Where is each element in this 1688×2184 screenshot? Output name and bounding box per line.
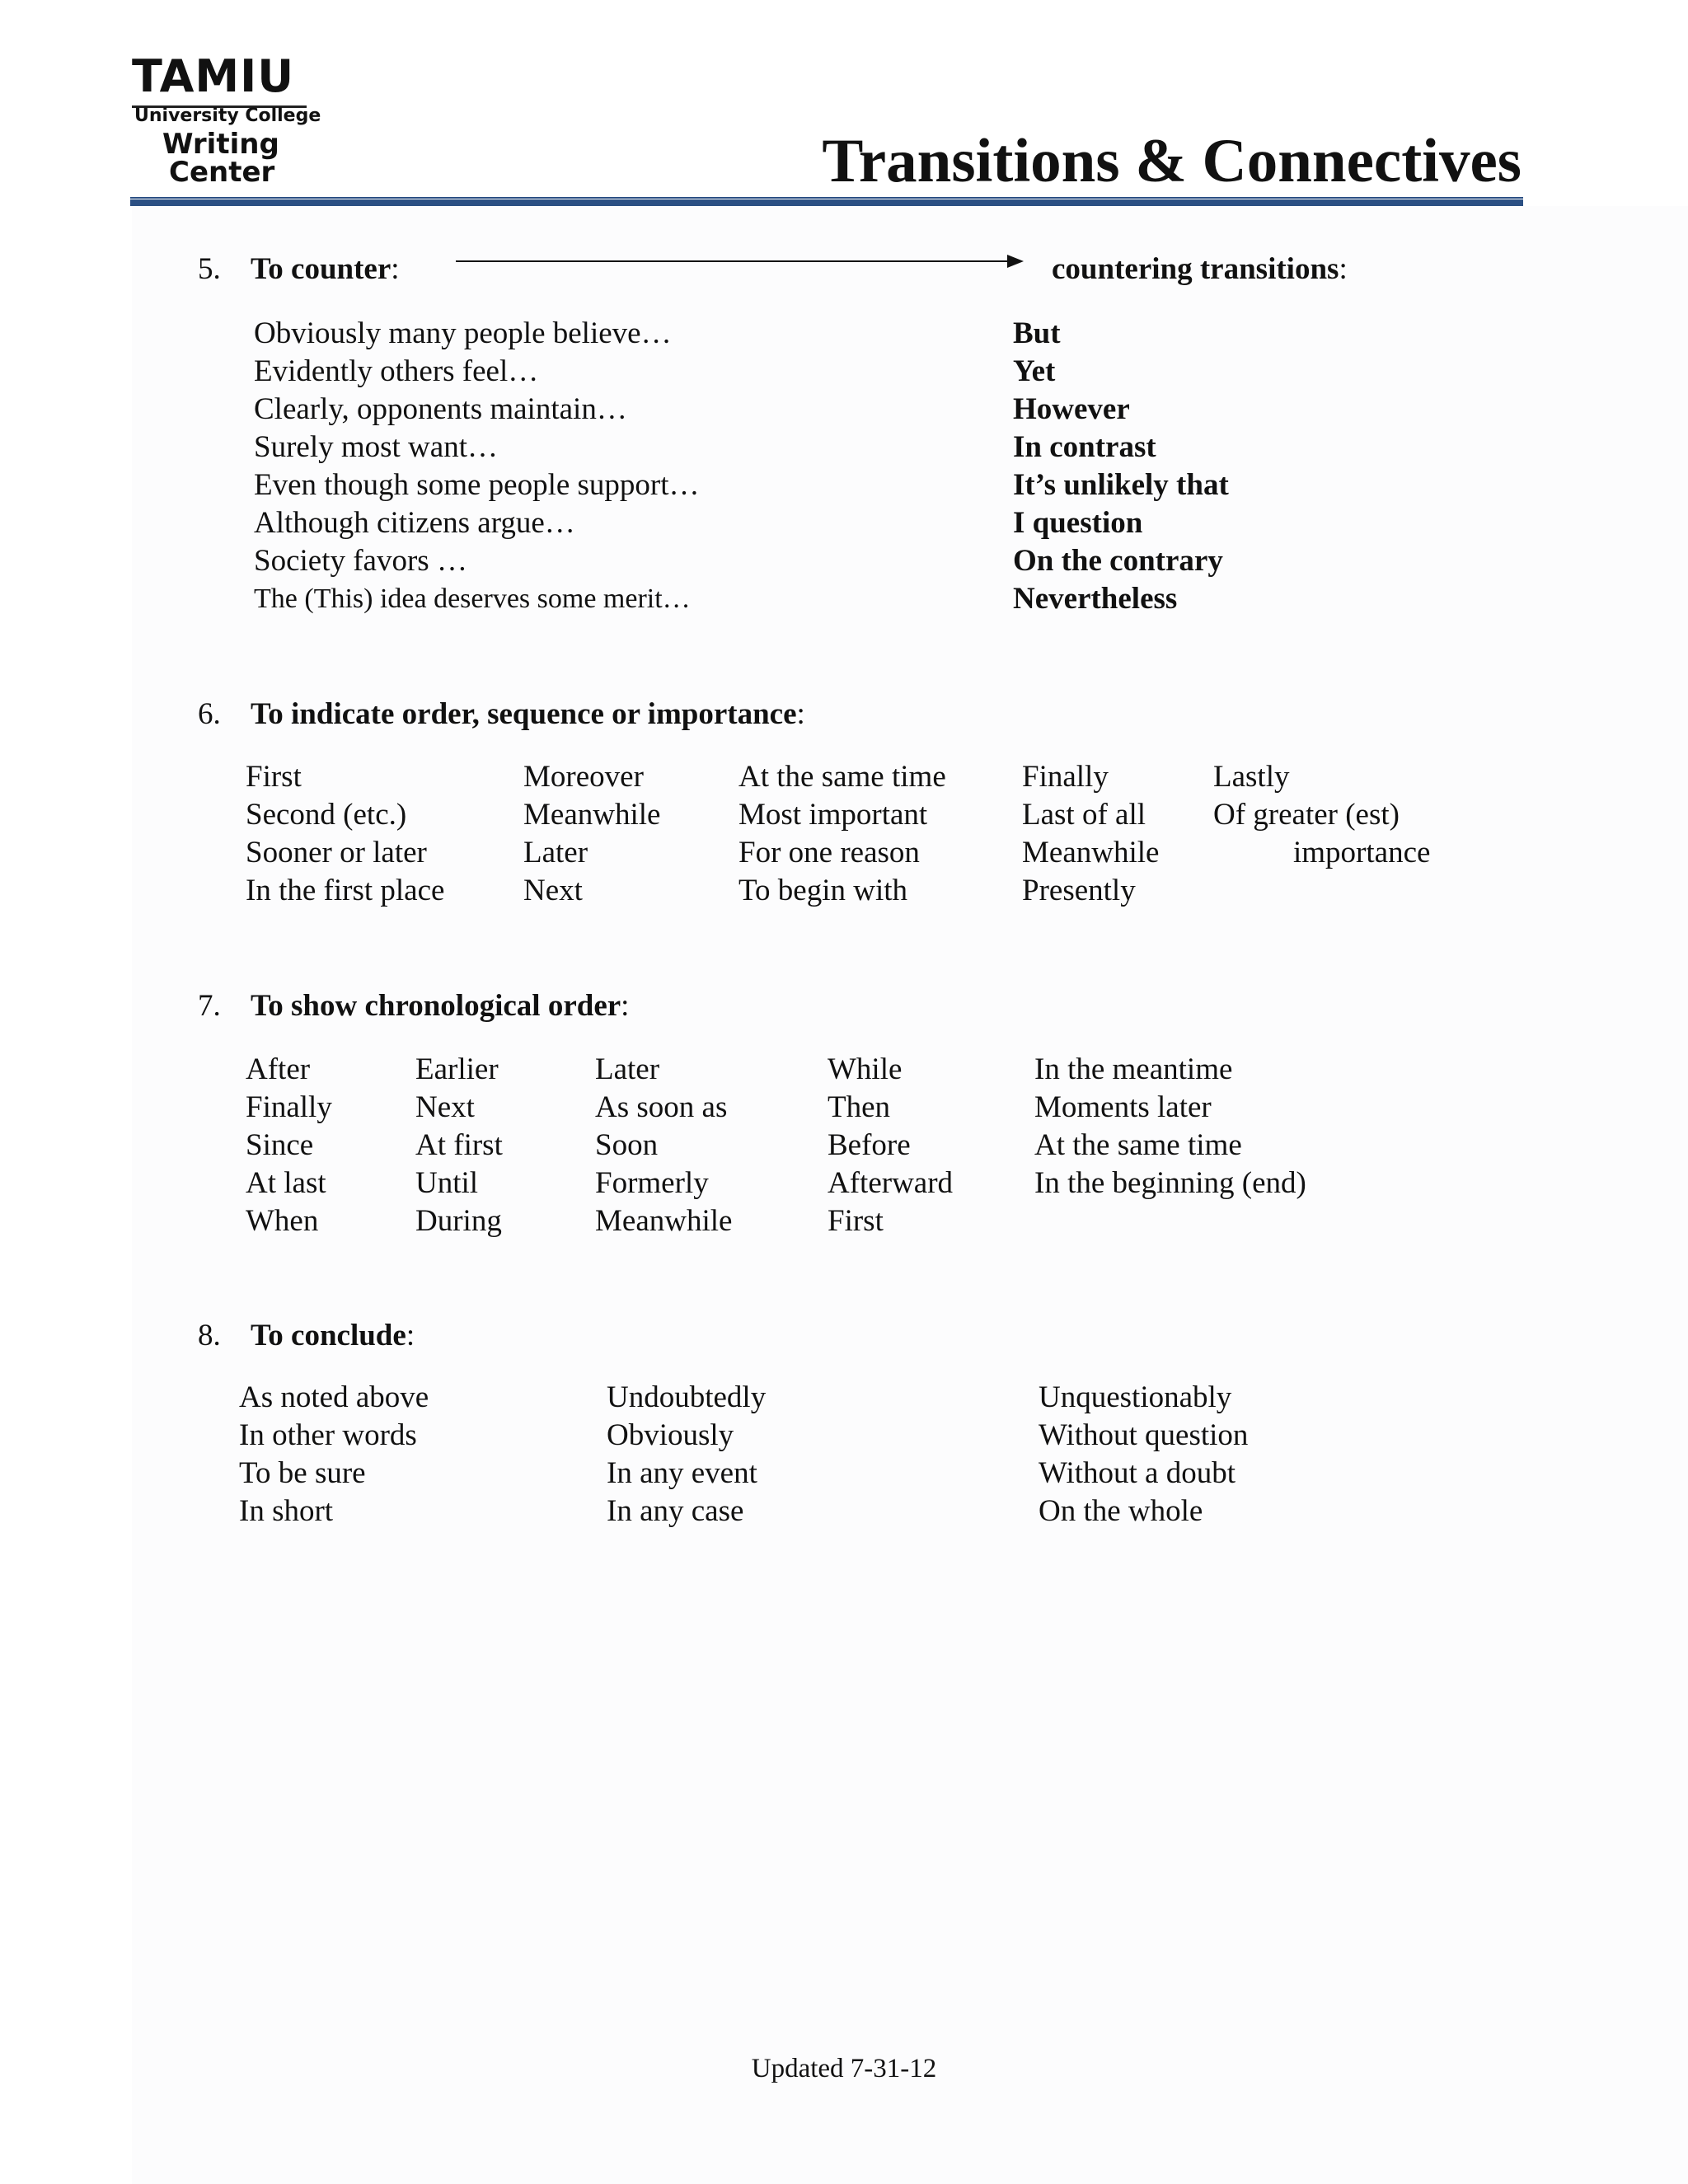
list-item: Although citizens argue… bbox=[254, 506, 575, 540]
logo-line-writing: Writing bbox=[162, 128, 279, 161]
section-heading-text: To counter bbox=[251, 252, 392, 286]
list-item: In the first place bbox=[246, 874, 445, 907]
list-item: The (This) idea deserves some merit… bbox=[254, 583, 691, 614]
order-column-5 bbox=[1213, 758, 1430, 872]
section-heading-text: To indicate order, sequence or importance bbox=[251, 697, 797, 731]
list-item: Undoubtedly bbox=[607, 1380, 767, 1414]
list-item: Soon bbox=[595, 1128, 659, 1162]
order-column-1 bbox=[246, 758, 444, 910]
list-item: In the beginning (end) bbox=[1034, 1166, 1306, 1200]
list-item: Later bbox=[595, 1052, 660, 1086]
chrono-column-2 bbox=[415, 1051, 503, 1240]
list-item: Presently bbox=[1022, 874, 1136, 907]
list-item: Meanwhile bbox=[595, 1204, 733, 1238]
list-item: At the same time bbox=[1034, 1128, 1242, 1162]
logo-line-center: Center bbox=[169, 156, 275, 189]
conclude-column-2 bbox=[607, 1379, 766, 1530]
list-item: Finally bbox=[1022, 760, 1109, 794]
section-heading: To conclude: bbox=[251, 1319, 415, 1352]
list-item: Afterward bbox=[828, 1166, 954, 1200]
list-item: In other words bbox=[239, 1418, 417, 1452]
list-item: On the whole bbox=[1039, 1494, 1203, 1528]
list-item: Without question bbox=[1039, 1418, 1249, 1452]
counter-phrases-column bbox=[254, 315, 700, 618]
list-item: Last of all bbox=[1022, 798, 1146, 832]
arrow-line bbox=[456, 260, 1010, 262]
title-divider bbox=[130, 199, 1523, 206]
list-item: As soon as bbox=[595, 1090, 728, 1124]
list-item: Of greater (est) bbox=[1213, 798, 1400, 832]
list-item: Until bbox=[415, 1166, 479, 1200]
list-item: Unquestionably bbox=[1039, 1380, 1232, 1414]
list-item: However bbox=[1013, 392, 1130, 426]
chrono-column-1 bbox=[246, 1051, 332, 1240]
section-number: 6. bbox=[198, 697, 221, 731]
arrow-right-icon bbox=[1007, 255, 1024, 268]
list-item: Obviously bbox=[607, 1418, 734, 1452]
list-item: It’s unlikely that bbox=[1013, 468, 1229, 502]
list-item: Evidently others feel… bbox=[254, 354, 539, 388]
list-item: Moreover bbox=[523, 760, 644, 794]
section-heading-text: To show chronological order bbox=[251, 989, 621, 1023]
section-heading: To indicate order, sequence or importance: bbox=[251, 697, 805, 731]
list-item: While bbox=[828, 1052, 903, 1086]
list-item: Next bbox=[415, 1090, 475, 1124]
list-item: Before bbox=[828, 1128, 911, 1162]
list-item: For one reason bbox=[738, 836, 920, 869]
section-heading: To show chronological order: bbox=[251, 989, 630, 1023]
order-column-3 bbox=[738, 758, 946, 910]
list-item: Meanwhile bbox=[523, 798, 661, 832]
list-item: Society favors … bbox=[254, 544, 467, 578]
list-item: When bbox=[246, 1204, 319, 1238]
list-item: In any event bbox=[607, 1456, 757, 1490]
list-item: At last bbox=[246, 1166, 326, 1200]
section-number: 5. bbox=[198, 252, 221, 286]
countering-transitions-column bbox=[1013, 315, 1229, 618]
order-column-4 bbox=[1022, 758, 1159, 910]
list-item: Yet bbox=[1013, 354, 1056, 388]
section-heading-text: To conclude bbox=[251, 1319, 406, 1352]
list-item: Earlier bbox=[415, 1052, 499, 1086]
logo-subtitle: University College bbox=[134, 105, 321, 126]
list-item: At first bbox=[415, 1128, 503, 1162]
list-item: Next bbox=[523, 874, 583, 907]
list-item: First bbox=[828, 1204, 884, 1238]
list-item: In the meantime bbox=[1034, 1052, 1233, 1086]
chrono-column-4 bbox=[828, 1051, 953, 1240]
section-heading-right-text: countering transitions bbox=[1052, 252, 1339, 286]
list-item: To be sure bbox=[239, 1456, 366, 1490]
list-item: Sooner or later bbox=[246, 836, 427, 869]
list-item: Later bbox=[523, 836, 588, 869]
list-item: Even though some people support… bbox=[254, 468, 700, 502]
conclude-column-1 bbox=[239, 1379, 429, 1530]
list-item: importance bbox=[1293, 836, 1431, 869]
section-heading-right: countering transitions: bbox=[1052, 252, 1348, 286]
list-item: Nevertheless bbox=[1013, 582, 1178, 616]
list-item: Most important bbox=[738, 798, 928, 832]
chrono-column-3 bbox=[595, 1051, 732, 1240]
order-column-2 bbox=[523, 758, 660, 910]
list-item: Clearly, opponents maintain… bbox=[254, 392, 627, 426]
list-item: Formerly bbox=[595, 1166, 709, 1200]
list-item: During bbox=[415, 1204, 502, 1238]
list-item: In any case bbox=[607, 1494, 744, 1528]
list-item: After bbox=[246, 1052, 311, 1086]
list-item: On the contrary bbox=[1013, 544, 1223, 578]
logo-wordmark: TAMIU bbox=[132, 50, 295, 102]
list-item: At the same time bbox=[738, 760, 946, 794]
list-item: Surely most want… bbox=[254, 430, 498, 464]
section-number: 7. bbox=[198, 989, 221, 1023]
list-item: I question bbox=[1013, 506, 1143, 540]
list-item: Finally bbox=[246, 1090, 332, 1124]
list-item: In short bbox=[239, 1494, 334, 1528]
list-item: Obviously many people believe… bbox=[254, 316, 672, 350]
footer-updated-date: Updated 7-31-12 bbox=[751, 2054, 937, 2083]
list-item: Without a doubt bbox=[1039, 1456, 1236, 1490]
list-item: Second (etc.) bbox=[246, 798, 407, 832]
list-item: To begin with bbox=[738, 874, 907, 907]
list-item: But bbox=[1013, 316, 1061, 350]
section-heading: To counter: bbox=[251, 252, 400, 286]
list-item: First bbox=[246, 760, 302, 794]
section-number: 8. bbox=[198, 1319, 221, 1352]
list-item: Then bbox=[828, 1090, 891, 1124]
conclude-column-3 bbox=[1039, 1379, 1248, 1530]
list-item: Moments later bbox=[1034, 1090, 1212, 1124]
chrono-column-5 bbox=[1034, 1051, 1306, 1202]
page-title: Transitions & Connectives bbox=[822, 127, 1522, 195]
list-item: Since bbox=[246, 1128, 314, 1162]
list-item: In contrast bbox=[1013, 430, 1156, 464]
list-item: Lastly bbox=[1213, 760, 1290, 794]
list-item: As noted above bbox=[239, 1380, 429, 1414]
list-item: Meanwhile bbox=[1022, 836, 1160, 869]
